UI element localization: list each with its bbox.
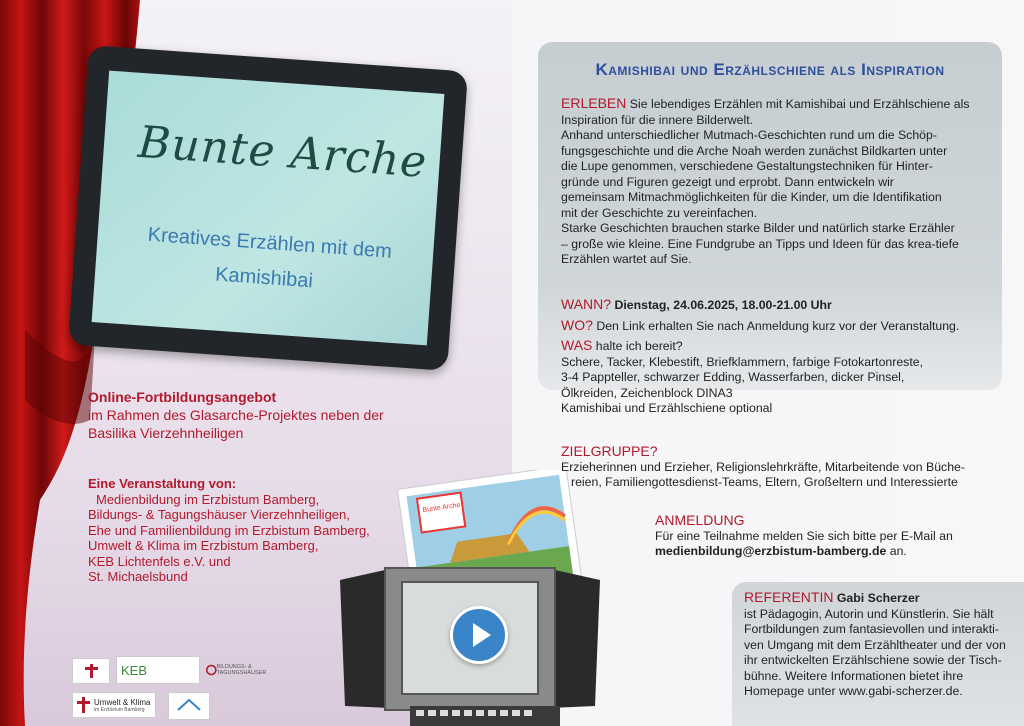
wann-section bbox=[561, 297, 996, 314]
referentin-line: ihr entwickelten Erzählschiene sowie der Tisch- bbox=[744, 653, 1002, 667]
erleben-line: gründe und Figuren gezeigt und erprobt. Dann entwickeln wir bbox=[561, 174, 894, 189]
zielgruppe-line: Erzieherinnen und Erzieher, Religionslehrkräfte, Mitarbeitende von Büche- bbox=[561, 459, 965, 474]
panel-title: Kamishibai und Erzählschiene als Inspiration bbox=[595, 60, 945, 79]
erleben-line: Sie lebendiges Erzählen mit Kamishibai und Erzählschiene als bbox=[626, 97, 970, 111]
referentin-line: ist Pädagogin, Autorin und Künstlerin. Sie hält bbox=[744, 606, 994, 621]
tablet-subtitle-2: Kamishibai bbox=[214, 263, 314, 293]
erleben-line: fungsgeschichte und die Arche Noah werden zunächst Bildkarten unter bbox=[561, 143, 948, 158]
anmeldung-line: Für eine Teilnahme melden Sie sich bitte per E-Mail an bbox=[655, 528, 953, 543]
organizer-item: St. Michaelsbund bbox=[88, 569, 188, 584]
zielgruppe-line: reien, Familiengottesdienst-Teams, Eltern, Großeltern und Interessierte bbox=[571, 475, 958, 489]
was-line: Ölkreiden, Zeichenblock DINA3 bbox=[561, 385, 733, 400]
wann-label: WANN? bbox=[561, 296, 612, 312]
organizer-item: KEB Lichtenfels e.V. und bbox=[88, 553, 231, 569]
erleben-section bbox=[561, 96, 996, 268]
was-line: Schere, Tacker, Klebestift, Briefklammern, farbige Fotokartonreste, bbox=[561, 354, 924, 369]
erleben-line: Starke Geschichten brauchen starke Bilder und natürlich starke Erzähler bbox=[561, 221, 955, 235]
referentin-line: Homepage unter www.gabi-scherzer.de. bbox=[744, 684, 963, 698]
bildungshaeuser-logo: BILDUNGS- & TAGUNGSHÄUSER bbox=[206, 656, 282, 684]
online-line-2: Basilika Vierzehnheiligen bbox=[88, 425, 244, 441]
online-info bbox=[88, 388, 418, 442]
referentin-line: Fortbildungen zum fantasievollen und interakti- bbox=[744, 622, 999, 636]
tablet-subtitle-1: Kreatives Erzählen mit dem bbox=[147, 223, 393, 263]
partner-logos bbox=[72, 654, 282, 720]
organizer-item: Medienbildung im Erzbistum Bamberg, bbox=[96, 491, 320, 507]
michaelsbund-logo bbox=[168, 692, 210, 720]
erleben-line: Anhand unterschiedlicher Mutmach-Geschichten rund um die Schöp- bbox=[561, 128, 937, 142]
anmeldung-section bbox=[655, 513, 1005, 560]
referentin-section bbox=[744, 590, 1019, 700]
online-line-1: im Rahmen des Glasarche-Projektes neben der bbox=[88, 407, 384, 423]
was-line: 3-4 Pappteller, schwarzer Edding, Wasserfarben, dicker Pinsel, bbox=[561, 370, 905, 384]
referentin-label: REFERENTIN bbox=[744, 589, 834, 605]
erleben-line: – große wie kleine. Eine Fundgrube an Tipps und Ideen für das krea-tiefe bbox=[561, 236, 959, 251]
tablet-screen bbox=[92, 71, 445, 346]
referentin-line: ven Umgang mit dem Erzähltheater und der von bbox=[744, 637, 1006, 652]
erleben-label: ERLEBEN bbox=[561, 95, 627, 111]
card-title: Bunte Arche bbox=[422, 501, 461, 515]
erleben-line: Erzählen wartet auf Sie. bbox=[561, 252, 692, 266]
tablet-title: Bunte Arche bbox=[136, 116, 429, 188]
erleben-line: gemeinsam Mitmachmöglichkeiten für die Kinder, um die Identifikation bbox=[561, 190, 942, 204]
wo-label: WO? bbox=[561, 317, 593, 333]
umwelt-klima-logo: Umwelt & Klima im Erzbistum Bamberg bbox=[72, 692, 156, 718]
online-heading: Online-Fortbildungsangebot bbox=[88, 389, 277, 405]
zielgruppe-section bbox=[561, 444, 1011, 491]
wo-section bbox=[561, 318, 996, 335]
medienbildung-logo bbox=[72, 658, 110, 684]
erleben-line: Inspiration für die innere Bilderwelt. bbox=[561, 112, 754, 127]
erleben-line: die Lupe genommen, verschiedene Gestaltungstechniken für Hinter- bbox=[561, 159, 933, 173]
wann-value: Dienstag, 24.06.2025, 18.00-21.00 Uhr bbox=[614, 298, 832, 312]
wo-value: Den Link erhalten Sie nach Anmeldung kurz vor der Veranstaltung. bbox=[596, 319, 960, 333]
was-label: WAS bbox=[561, 337, 593, 353]
was-section bbox=[561, 338, 996, 417]
anmeldung-email[interactable]: medienbildung@erzbistum-bamberg.de bbox=[655, 544, 887, 558]
kamishibai-illustration bbox=[330, 470, 610, 726]
organizer-item: Umwelt & Klima im Erzbistum Bamberg, bbox=[88, 538, 319, 553]
keb-logo: KEB bbox=[116, 656, 200, 684]
organizer-heading: Eine Veranstaltung von: bbox=[88, 476, 237, 491]
play-button[interactable] bbox=[450, 606, 508, 664]
anmeldung-suffix: an. bbox=[886, 544, 907, 558]
erleben-line: mit der Geschichte zu vereinfachen. bbox=[561, 205, 758, 220]
zielgruppe-label: ZIELGRUPPE? bbox=[561, 443, 658, 459]
anmeldung-label: ANMELDUNG bbox=[655, 512, 745, 528]
was-line: Kamishibai und Erzählschiene optional bbox=[561, 401, 773, 415]
referentin-line: bühne. Weitere Informationen bietet ihre bbox=[744, 668, 964, 683]
referentin-name: Gabi Scherzer bbox=[833, 591, 920, 605]
tablet-frame bbox=[68, 45, 468, 371]
organizer-item: Ehe und Familienbildung im Erzbistum Bamberg, bbox=[88, 522, 370, 538]
was-value: halte ich bereit? bbox=[595, 339, 683, 353]
organizer-item: Bildungs- & Tagungshäuser Vierzehnheiligen, bbox=[88, 507, 350, 522]
